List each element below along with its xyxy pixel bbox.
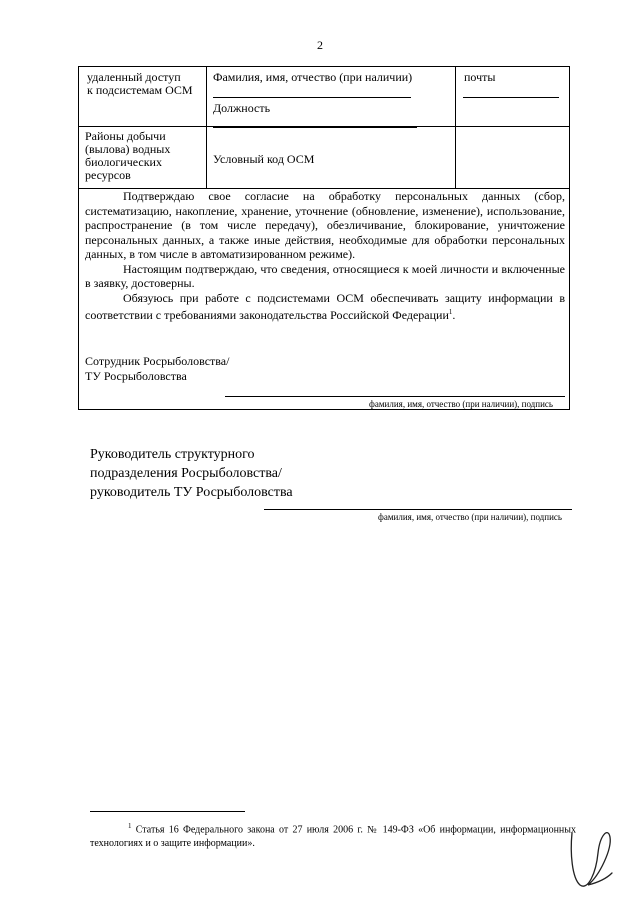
osm-code-label: Условный код ОСМ [213, 152, 315, 166]
fishing-areas-label [85, 130, 170, 182]
fio-label: Фамилия, имя, отчество (при наличии) [213, 70, 413, 84]
employee-signature-caption: фамилия, имя, отчество (при наличии), подпись [369, 399, 553, 409]
head-signer-line1: Руководитель структурного [90, 447, 255, 462]
position-label: Должность [213, 101, 271, 115]
application-form-table [78, 66, 570, 410]
employee-signature-line[interactable] [225, 396, 565, 397]
handwritten-signature-icon [566, 823, 616, 893]
remote-access-label [87, 71, 193, 97]
consent-paragraph-2 [85, 262, 565, 291]
consent-paragraph-1: Подтверждаю свое согласие на обработку персональных данных (сбор, систематизацию, накопление, хранение, уточнение (обновление, изменение), использование, распространение (в том числе передачу), обезличивание, блокирование, уничтожение персональных данных, а также иные действия, необходимые для обработки персональных данных, в том числе в автоматизированном режиме). [85, 189, 565, 261]
consent-text [85, 189, 565, 323]
email-label: почты [464, 70, 496, 84]
employee-signer [85, 354, 229, 384]
fishing-areas-line1: Районы добычи [85, 129, 166, 143]
footnote-reference[interactable]: 1 [448, 308, 453, 316]
consent-paragraph-3-text: Обязуюсь при работе с подсистемами ОСМ обеспечивать защиту информации в соответствии с требованиями законодательства Российской Федерации [85, 290, 565, 322]
consent-paragraph-3-end: . [452, 308, 456, 322]
head-signer [90, 445, 293, 502]
footnote-text: Статья 16 Федерального закона от 27 июля 2006 г. № 149-ФЗ «Об информации, информационных технологиях и о защите информации». [90, 824, 576, 850]
head-signer-line3: руководитель ТУ Росрыболовства [90, 485, 293, 500]
fishing-areas-line4: ресурсов [85, 168, 131, 182]
footnote-separator [90, 811, 245, 812]
column-divider-2 [455, 67, 456, 188]
fishing-areas-line3: биологических [85, 155, 162, 169]
remote-access-label-line1: удаленный доступ [87, 70, 181, 84]
footnote [90, 819, 576, 851]
fishing-areas-line2: (вылова) водных [85, 142, 171, 156]
column-divider-1 [206, 67, 207, 188]
consent-paragraph-3 [85, 291, 565, 323]
head-signer-line2: подразделения Росрыболовства/ [90, 466, 282, 481]
remote-access-label-line2: к подсистемам ОСМ [87, 83, 193, 97]
page-number: 2 [317, 38, 323, 52]
consent-paragraph-2-text: Настоящим подтверждаю, что сведения, относящиеся к моей личности и включенные в заявку, достоверны. [85, 261, 565, 290]
fio-input-line[interactable] [213, 97, 411, 98]
head-signature-caption: фамилия, имя, отчество (при наличии), подпись [378, 512, 562, 522]
employee-signer-line1: Сотрудник Росрыболовства/ [85, 354, 230, 368]
footnote-marker: 1 [128, 822, 132, 830]
position-input-line[interactable] [213, 127, 417, 128]
email-input-line[interactable] [463, 97, 559, 98]
head-signature-line[interactable] [264, 509, 572, 510]
employee-signer-line2: ТУ Росрыболовства [85, 369, 187, 383]
